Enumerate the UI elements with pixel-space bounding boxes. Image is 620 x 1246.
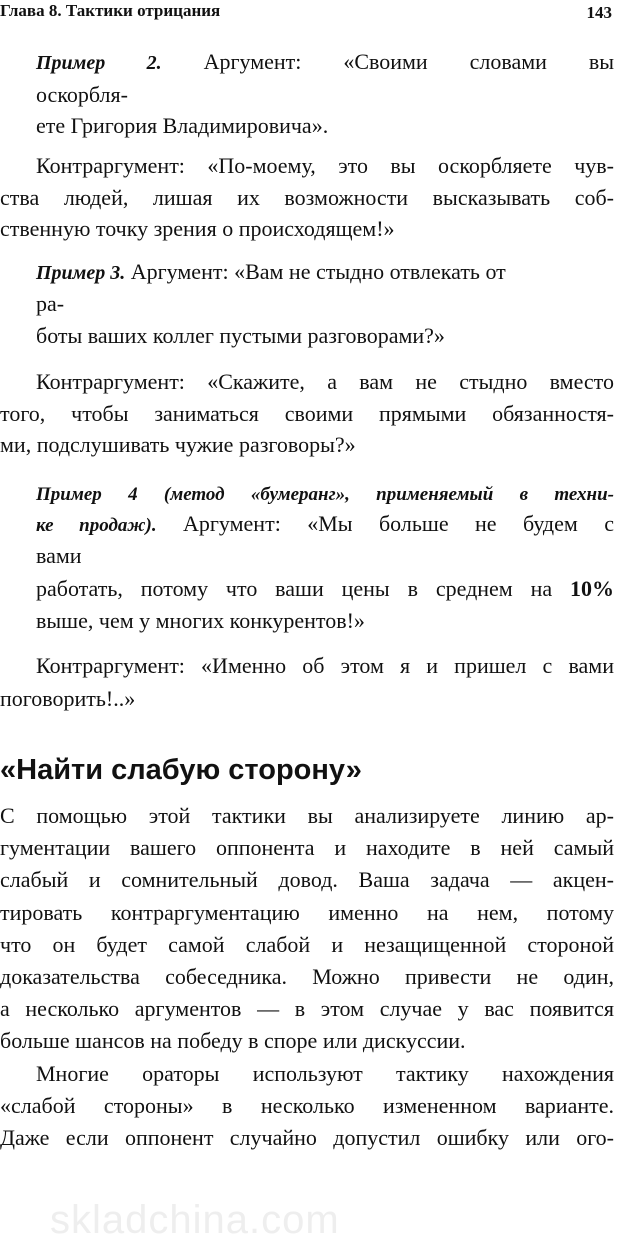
example4-label: Пример 4 (метод «бумеранг», применяемый в техни- (36, 484, 614, 505)
section-p2-line1: Многие ораторы используют тактику нахождения (36, 1061, 614, 1086)
example2-label: Пример 2. (36, 52, 162, 74)
example4-counter-line1: Контраргумент: «Именно об этом я и пришел с вами (36, 653, 614, 678)
example3-counter-line2: того, чтобы заниматься своими прямыми обязанностя- (0, 401, 614, 426)
example3-counter-line3: ми, подслушивать чужие разговоры?» (0, 432, 356, 457)
example4-label-line1 (0, 477, 614, 511)
section-p1-line7: а несколько аргументов — в этом случае у вас появится (0, 996, 614, 1021)
section-p1-line1: С помощью этой тактики вы анализируете линию ар- (0, 803, 614, 828)
example3-line3: боты ваших коллег пустыми разговорами?» (36, 323, 445, 348)
example4-line4 (0, 573, 614, 605)
page-number: 143 (586, 3, 612, 22)
example4-label-end: ке продаж). (36, 515, 157, 536)
example2-counter-line1: Контраргумент: «По-моему, это вы оскорбляете чув- (36, 153, 614, 178)
section-p1-line8: больше шансов на победу в споре или дискуссии. (0, 1028, 466, 1053)
running-head: Глава 8. Тактики отрицания (0, 1, 221, 20)
section-p1-line3: слабый и сомнительный довод. Ваша задача — акцен- (0, 867, 614, 892)
example4-line5: выше, чем у многих конкурентов!» (36, 608, 365, 633)
example2-argument-start: Аргумент: «Своими словами вы (203, 49, 614, 74)
example4-line3: вами (36, 543, 82, 568)
example4-percent: 10% (570, 576, 614, 601)
example3-line1 (0, 256, 614, 289)
example2-line1 (0, 46, 614, 79)
watermark: skladchina.com (50, 1198, 340, 1242)
example3-label: Пример 3. (36, 262, 126, 284)
example4-counter-line2: поговорить!..» (0, 686, 136, 711)
section-p1-line2: гументации вашего оппонента и находите в ней самый (0, 835, 614, 860)
example3-counter-line1: Контраргумент: «Скажите, а вам не стыдно вместо (36, 369, 614, 394)
example3-line2: ра- (36, 291, 65, 316)
example3-argument-start: Аргумент: «Вам не стыдно отвлекать от (130, 259, 506, 284)
example2-counter-line3: ственную точку зрения о происходящем!» (0, 216, 395, 241)
section-heading: «Найти слабую сторону» (0, 754, 362, 786)
section-p2-line3: Даже если оппонент случайно допустил ошибку или ого- (0, 1125, 614, 1150)
example2-line3: ете Григория Владимировича». (36, 113, 329, 138)
example4-line4-text: работать, потому что ваши цены в среднем на (36, 576, 570, 601)
section-p1-line5: что он будет самой слабой и незащищенной стороной (0, 932, 614, 957)
example2-counter-line2: ства людей, лишая их возможности высказывать соб- (0, 185, 614, 210)
example2-line2: оскорбля- (36, 82, 128, 107)
example4-argument-start: Аргумент: «Мы больше не будем с (183, 511, 614, 536)
example4-line2 (0, 508, 614, 542)
section-p1-line6: доказательства собеседника. Можно привести не один, (0, 964, 614, 989)
section-p2-line2: «слабой стороны» в несколько измененном варианте. (0, 1093, 614, 1118)
section-p1-line4: тировать контраргументацию именно на нем, потому (0, 900, 614, 925)
